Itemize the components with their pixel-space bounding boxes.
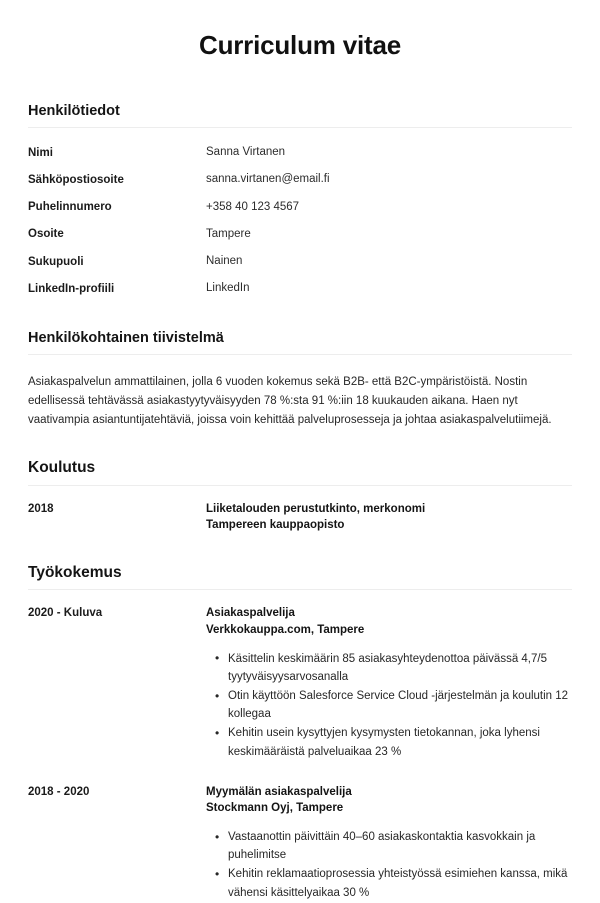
table-row: [28, 171, 572, 188]
detail-value: Sanna Virtanen: [206, 146, 286, 159]
table-row: [28, 144, 572, 161]
section-summary: [28, 329, 572, 429]
experience-organization: Verkkokauppa.com, Tampere: [206, 624, 365, 637]
detail-label: Sähköpostiosoite: [28, 173, 124, 186]
achievement-item: • Kehitin usein kysyttyjen kysymysten tietokannan, joka lyhensi keskimääräistä palveluaikaa 23 %: [228, 724, 572, 760]
experience-date: 2018 - 2020: [28, 785, 90, 798]
table-row: [28, 226, 572, 243]
detail-value: Nainen: [206, 255, 243, 267]
linkedin-profile-value[interactable]: LinkedIn: [206, 282, 250, 295]
detail-label: LinkedIn-profiili: [28, 282, 115, 295]
table-row: [28, 199, 572, 216]
list-item: [28, 501, 572, 534]
detail-label: Puhelinnumero: [28, 201, 112, 214]
section-heading-experience: Työkokemus: [28, 563, 572, 590]
page-title: Curriculum vitae: [199, 30, 401, 60]
detail-value: Tampere: [206, 227, 251, 240]
experience-role: Asiakaspalvelija: [206, 607, 295, 620]
experience-achievements: [206, 650, 572, 761]
detail-label: Osoite: [28, 228, 64, 241]
experience-role: Myymälän asiakaspalvelija: [206, 785, 352, 798]
experience-organization: Stockmann Oyj, Tampere: [206, 802, 344, 815]
achievement-item: • Otin käyttöön Salesforce Service Cloud -järjestelmän ja koulutin 12 kollegaa: [228, 687, 572, 723]
education-date: 2018: [28, 502, 54, 515]
table-row: [28, 280, 572, 297]
education-institution: Tampereen kauppaopisto: [206, 519, 345, 532]
list-item: [28, 605, 572, 761]
detail-label: Sukupuoli: [28, 255, 84, 268]
achievement-item: • Kehitin reklamaatioprosessia yhteistyössä esimiehen kanssa, mikä vähensi käsittelyaikaa 30 %: [228, 865, 572, 901]
detail-value: +358 40 123 4567: [206, 200, 300, 213]
list-item: [28, 784, 572, 903]
summary-text: Asiakaspalvelun ammattilainen, jolla 6 vuoden kokemus sekä B2B- että B2C-ympäristöistä. Nostin edellisessä tehtävässä asiakastyytyväisyyden 78 %:sta 91 %:iin 18 kuukauden aikana. Haen nyt vaativampia asiantuntijatehtäviä, joissa voin kehittää palveluprosesseja ja johtaa asiakaspalvelutiimejä.: [28, 376, 552, 426]
education-list: [28, 501, 572, 534]
section-personal-details: [28, 102, 572, 297]
table-row: [28, 253, 572, 270]
experience-achievements: [206, 828, 572, 902]
experience-details: [206, 605, 572, 761]
section-heading-summary: Henkilökohtainen tiivistelmä: [28, 329, 572, 355]
section-heading-education: Koulutus: [28, 458, 572, 485]
section-heading-personal-details: Henkilötiedot: [28, 102, 572, 128]
personal-details-table: [28, 144, 572, 297]
section-education: [28, 458, 572, 534]
experience-list: [28, 605, 572, 902]
achievement-item: • Vastaanottin päivittäin 40–60 asiakaskontaktia kasvokkain ja puhelimitse: [228, 828, 572, 864]
cv-document: [0, 30, 600, 903]
achievement-item: • Käsittelin keskimäärin 85 asiakasyhteydenottoa päivässä 4,7/5 tyytyväisyysarvosanalla: [228, 650, 572, 686]
detail-value: sanna.virtanen@email.fi: [206, 173, 330, 186]
experience-details: [206, 784, 572, 903]
education-degree: Liiketalouden perustutkinto, merkonomi: [206, 502, 426, 515]
detail-label: Nimi: [28, 146, 53, 159]
section-experience: [28, 563, 572, 903]
experience-date: 2020 - Kuluva: [28, 607, 103, 620]
education-details: [206, 501, 572, 534]
